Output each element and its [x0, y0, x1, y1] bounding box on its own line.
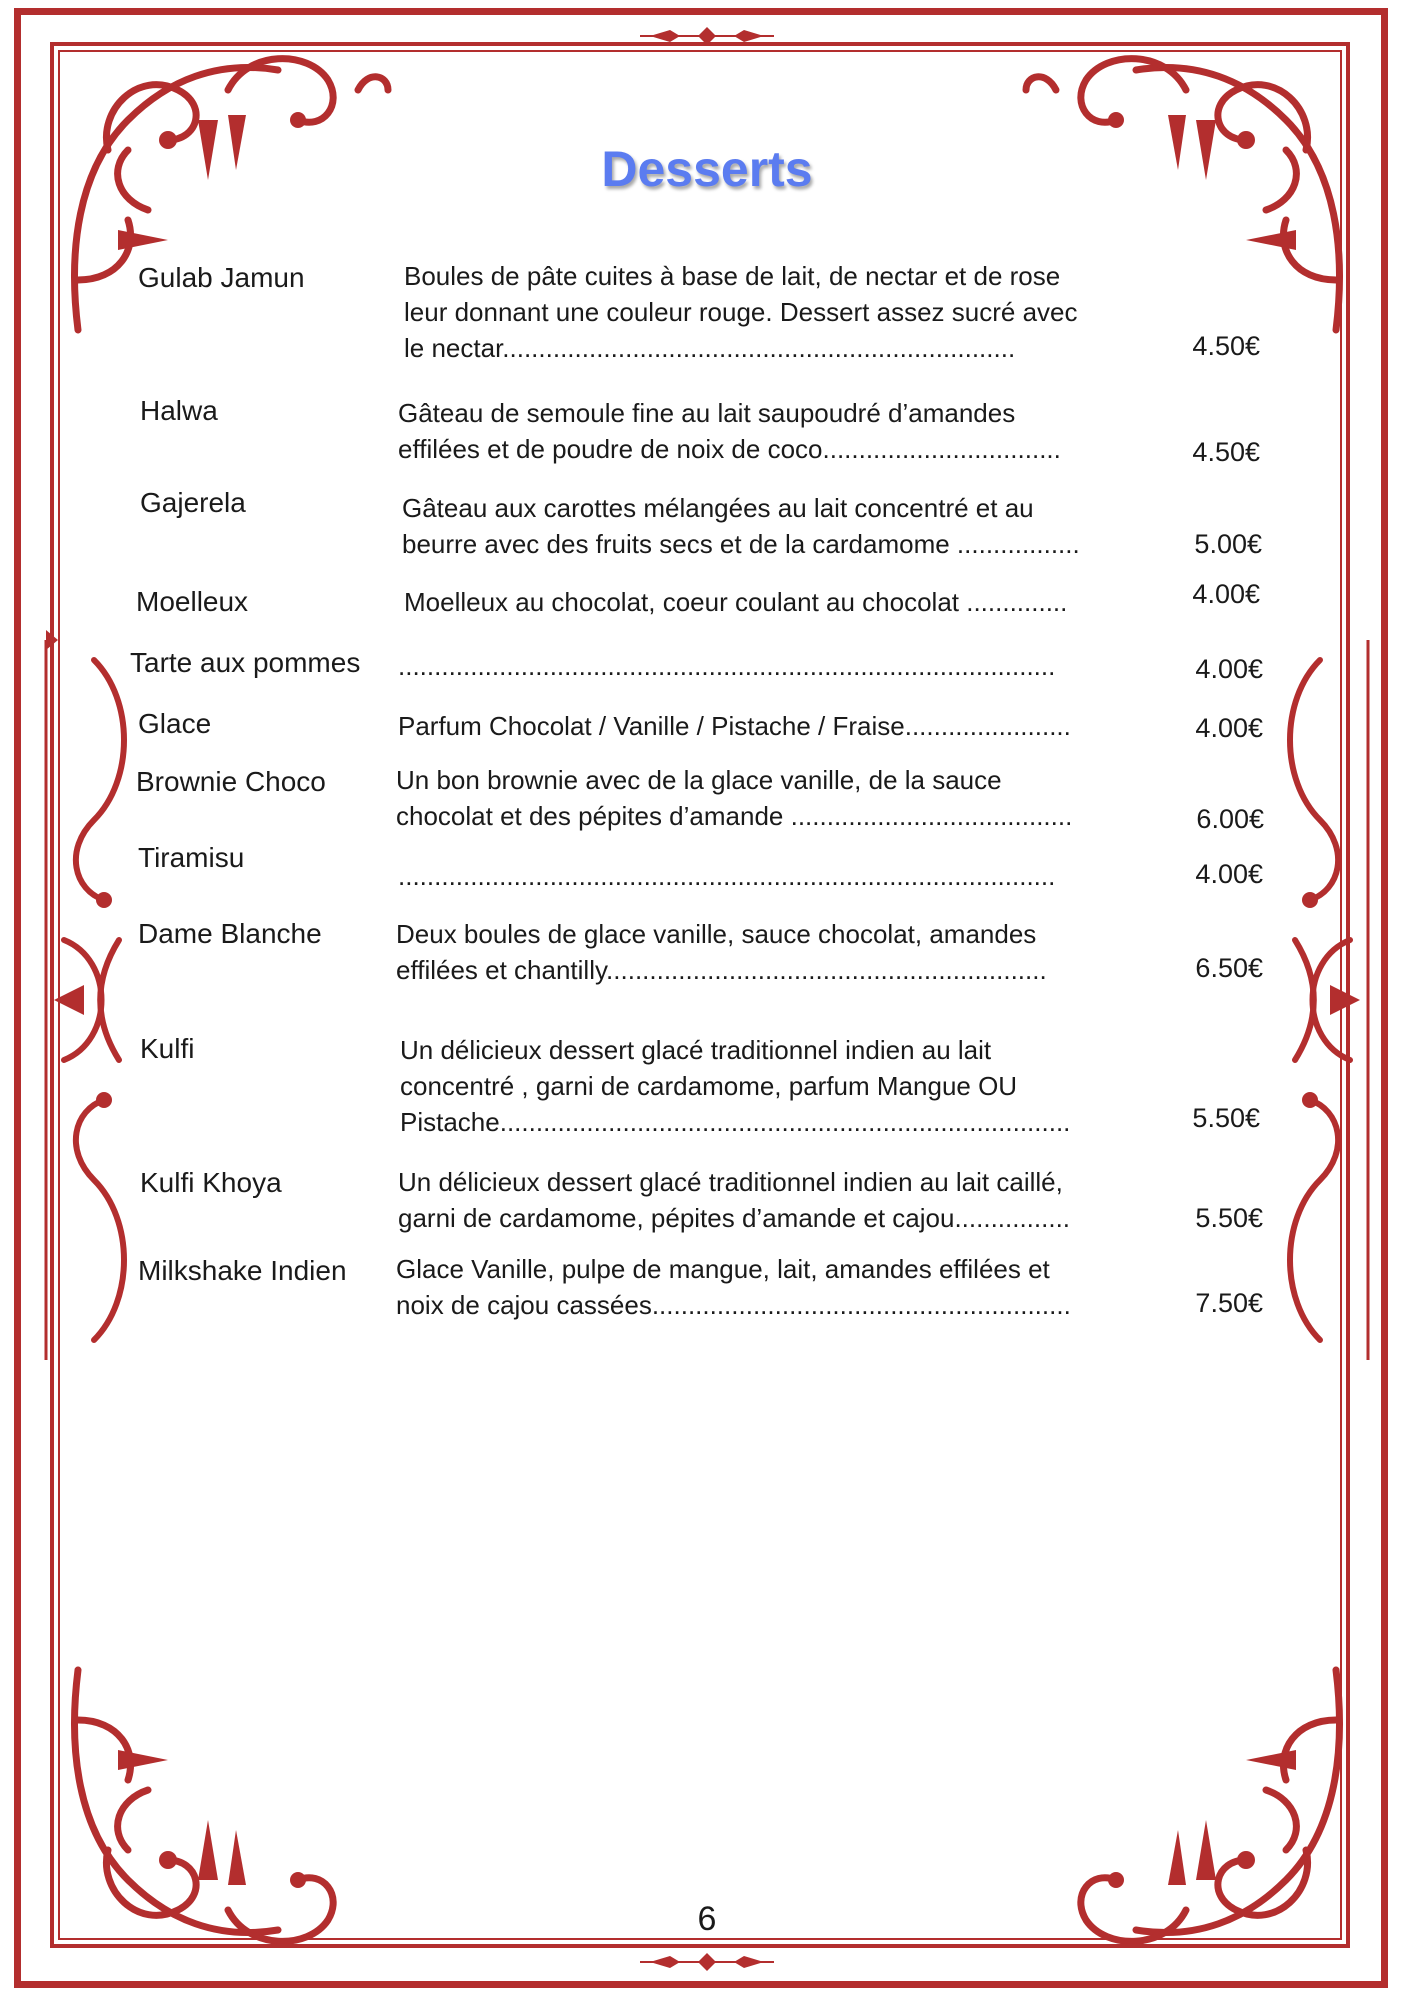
item-price: 4.00€: [1195, 654, 1263, 684]
item-description: Un délicieux dessert glacé traditionnel indien au lait concentré , garni de cardamome, parfum Mangue OU Pistache...............................................................................: [400, 1035, 1071, 1137]
page-title: Desserts: [601, 141, 813, 197]
item-name: Glace: [138, 708, 212, 739]
item-description: Gâteau aux carottes mélangées au lait concentré et au beurre avec des fruits secs et de la cardamome .................: [402, 493, 1080, 559]
item-price: 4.50€: [1192, 331, 1260, 361]
item-price: 5.50€: [1195, 1203, 1263, 1233]
item-description: ...........................................................................................: [398, 651, 1056, 681]
item-name: Gajerela: [140, 487, 246, 518]
item-name: Brownie Choco: [136, 766, 326, 797]
item-name: Halwa: [140, 395, 218, 426]
item-description: ...........................................................................................: [398, 861, 1056, 891]
item-description: Moelleux au chocolat, coeur coulant au chocolat ..............: [404, 587, 1068, 617]
bottom-center-flourish: [640, 1950, 774, 1974]
item-name: Tarte aux pommes: [130, 647, 361, 678]
item-price: 6.50€: [1195, 953, 1263, 983]
item-description: Deux boules de glace vanille, sauce chocolat, amandes effilées et chantilly.............................................................: [396, 919, 1047, 985]
item-name: Milkshake Indien: [138, 1255, 347, 1286]
item-description: Parfum Chocolat / Vanille / Pistache / Fraise.......................: [398, 711, 1071, 741]
item-price: 6.00€: [1196, 804, 1264, 834]
item-price: 5.00€: [1194, 529, 1262, 559]
item-price: 4.00€: [1192, 579, 1260, 609]
item-price: 4.00€: [1195, 713, 1263, 743]
item-name: Kulfi Khoya: [140, 1167, 282, 1198]
item-description: Boules de pâte cuites à base de lait, de nectar et de rose leur donnant une couleur rouge. Dessert assez sucré avec le nectar.......................................................................: [404, 261, 1078, 363]
side-ornament-left: [34, 640, 144, 1360]
side-ornament-right: [1270, 640, 1380, 1360]
item-price: 4.50€: [1192, 437, 1260, 467]
item-price: 7.50€: [1195, 1288, 1263, 1318]
item-name: Gulab Jamun: [138, 262, 305, 293]
item-description: Gâteau de semoule fine au lait saupoudré d’amandes effilées et de poudre de noix de coco.................................: [398, 398, 1061, 464]
item-price: 4.00€: [1195, 859, 1263, 889]
item-description: Un bon brownie avec de la glace vanille, de la sauce chocolat et des pépites d’amande .......................................: [396, 765, 1073, 831]
item-name: Tiramisu: [138, 842, 245, 873]
item-description: Un délicieux dessert glacé traditionnel indien au lait caillé, garni de cardamome, pépites d’amande et cajou................: [398, 1167, 1071, 1233]
item-description: Glace Vanille, pulpe de mangue, lait, amandes effilées et noix de cajou cassées..........................................................: [396, 1254, 1071, 1320]
item-price: 5.50€: [1192, 1103, 1260, 1133]
item-name: Kulfi: [140, 1033, 195, 1064]
item-name: Moelleux: [136, 586, 249, 617]
page-number: 6: [697, 1900, 717, 1938]
top-center-flourish: [640, 24, 774, 48]
item-name: Dame Blanche: [138, 918, 322, 949]
